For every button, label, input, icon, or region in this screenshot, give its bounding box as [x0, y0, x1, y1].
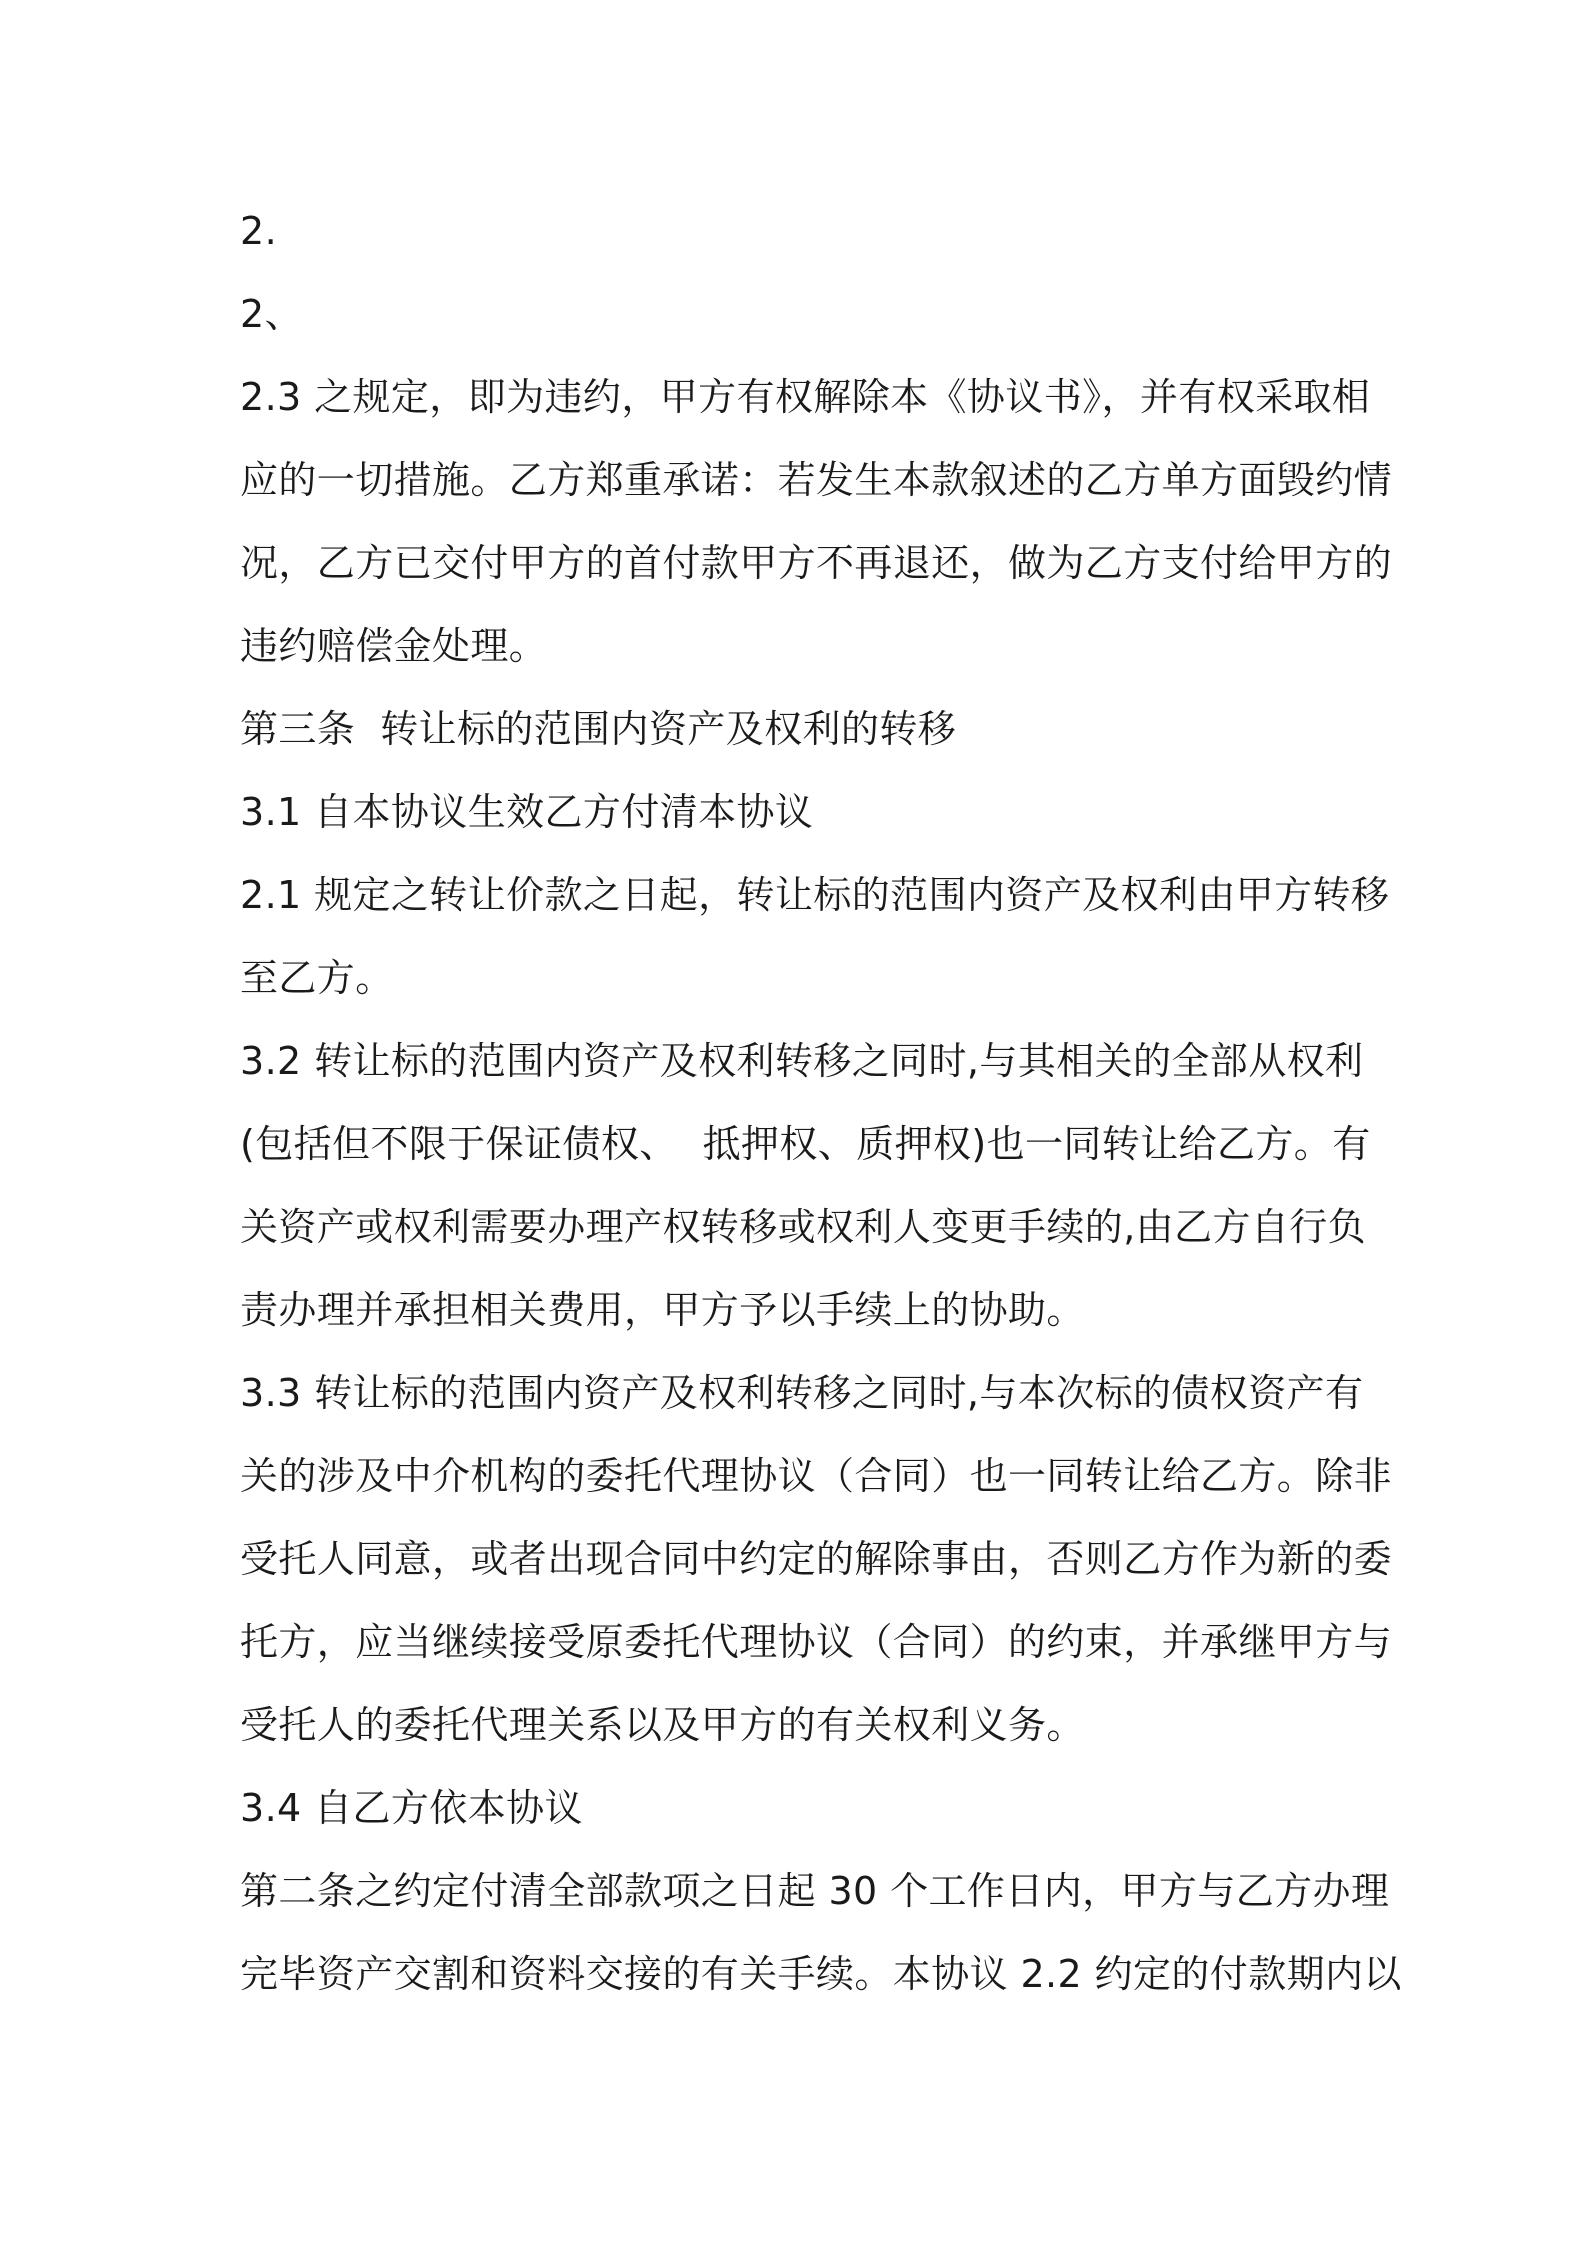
text-line-19: 受托人的委托代理关系以及甲方的有关权利义务。 — [240, 1703, 1085, 1747]
text-line-4: 应的一切措施。乙方郑重承诺：若发生本款叙述的乙方单方面毁约情 — [240, 458, 1393, 502]
text-line-9: 2.1 规定之转让价款之日起，转让标的范围内资产及权利由甲方转移 — [240, 873, 1390, 917]
text-line-13: 关资产或权利需要办理产权转移或权利人变更手续的,由乙方自行负 — [240, 1205, 1367, 1249]
text-line-14: 责办理并承担相关费用，甲方予以手续上的协助。 — [240, 1288, 1085, 1332]
text-line-22: 完毕资产交割和资料交接的有关手续。本协议 2.2 约定的付款期内以 — [240, 1952, 1402, 1996]
article-heading: 第三条 转让标的范围内资产及权利的转移 — [240, 707, 957, 751]
text-line-8: 3.1 自本协议生效乙方付清本协议 — [240, 790, 814, 834]
text-line-20: 3.4 自乙方依本协议 — [240, 1786, 583, 1830]
text-line-11: 3.2 转让标的范围内资产及权利转移之同时,与其相关的全部从权利 — [240, 1039, 1364, 1083]
text-line-6: 违约赔偿金处理。 — [240, 624, 548, 668]
document-body — [240, 190, 1402, 2016]
text-line-1: 2. — [240, 209, 278, 253]
text-line-17: 受托人同意，或者出现合同中约定的解除事由，否则乙方作为新的委 — [240, 1537, 1393, 1581]
text-line-16: 关的涉及中介机构的委托代理协议（合同）也一同转让给乙方。除非 — [240, 1454, 1393, 1498]
text-line-18: 托方，应当继续接受原委托代理协议（合同）的约束，并承继甲方与 — [240, 1620, 1393, 1664]
text-line-3: 2.3 之规定，即为违约，甲方有权解除本《协议书》，并有权采取相 — [240, 375, 1371, 419]
text-line-15: 3.3 转让标的范围内资产及权利转移之同时,与本次标的债权资产有 — [240, 1371, 1364, 1415]
text-line-2: 2、 — [240, 292, 303, 336]
text-line-10: 至乙方。 — [240, 956, 394, 1000]
text-line-21: 第二条之约定付清全部款项之日起 30 个工作日内，甲方与乙方办理 — [240, 1869, 1390, 1913]
text-line-12: (包括但不限于保证债权、 抵押权、质押权)也一同转让给乙方。有 — [240, 1122, 1371, 1166]
text-line-5: 况，乙方已交付甲方的首付款甲方不再退还，做为乙方支付给甲方的 — [240, 541, 1393, 585]
